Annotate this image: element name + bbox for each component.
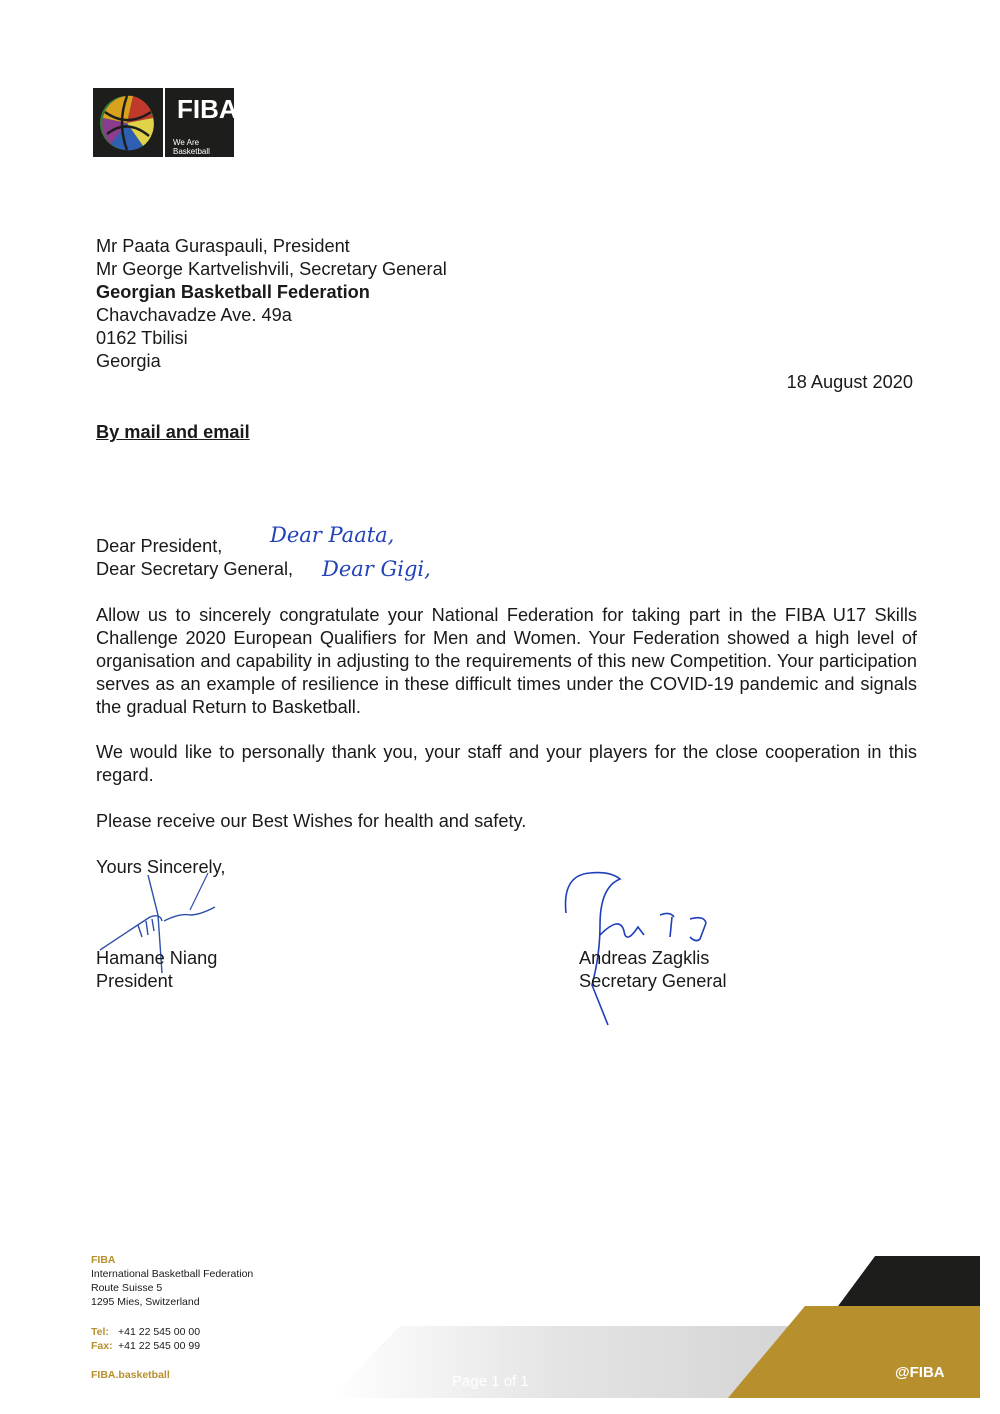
handwritten-salutation-2: Dear Gigi, (322, 557, 431, 581)
footer-org-full: International Basketball Federation (91, 1268, 254, 1280)
fiba-logo (93, 88, 238, 157)
recipient-organisation: Georgian Basketball Federation (96, 282, 370, 302)
handwritten-salutation-1: Dear Paata, (270, 523, 395, 547)
recipient-country: Georgia (96, 351, 161, 371)
footer-contact (91, 1325, 200, 1353)
signatory-name: Hamane Niang (96, 948, 218, 968)
footer-address (91, 1253, 253, 1309)
signatory-title: President (96, 971, 173, 991)
social-handle: @FIBA (895, 1364, 945, 1381)
recipient-line-1: Mr Paata Guraspauli, President (96, 236, 350, 256)
footer-city: 1295 Mies, Switzerland (91, 1296, 200, 1308)
tel-label: Tel: (91, 1326, 109, 1338)
signatory-name: Andreas Zagklis (579, 948, 710, 968)
recipient-line-2: Mr George Kartvelishvili, Secretary General (96, 259, 447, 279)
recipient-address (96, 235, 447, 373)
body-paragraph-1: Allow us to sincerely congratulate your National Federation for taking part in the FIBA U17 Skills Challenge 2020 European Qualifiers for Men and Women. Your Federation showed a high level of organisation and capability in adjusting to the requirements of this new Competition. Your participation serves as an example of resilience in these difficult times under the COVID-19 pandemic and signals the gradual Return to Basketball. (96, 605, 917, 717)
recipient-street: Chavchavadze Ave. 49a (96, 305, 292, 325)
closing: Yours Sincerely, (96, 857, 226, 877)
fax-number: +41 22 545 00 99 (118, 1340, 201, 1352)
salutation-line-2: Dear Secretary General, (96, 559, 294, 579)
footer-street: Route Suisse 5 (91, 1282, 163, 1294)
salutation (96, 535, 293, 581)
body-paragraph-3: Please receive our Best Wishes for health and safety. (96, 811, 527, 831)
salutation-line-1: Dear President, (96, 536, 223, 556)
signatory-title: Secretary General (579, 971, 727, 991)
delivery-note: By mail and email (96, 422, 250, 442)
basketball-logo-icon (93, 88, 162, 157)
signatory-president (96, 947, 217, 993)
fax-label: Fax: (91, 1340, 113, 1352)
logo-wordmark: FIBA (177, 94, 238, 124)
letter-date: 18 August 2020 (786, 372, 913, 392)
signatory-secretary-general (579, 947, 727, 993)
footer-website-link[interactable]: FIBA.basketball (91, 1369, 170, 1381)
recipient-city: 0162 Tbilisi (96, 328, 188, 348)
page-number: Page 1 of 1 (452, 1373, 529, 1390)
body-paragraph-2: We would like to personally thank you, your staff and your players for the close cooperation in this regard. (96, 742, 917, 785)
tel-number: +41 22 545 00 00 (118, 1326, 201, 1338)
footer-org-short: FIBA (91, 1254, 116, 1266)
logo-tagline: We Are Basketball (173, 138, 210, 156)
